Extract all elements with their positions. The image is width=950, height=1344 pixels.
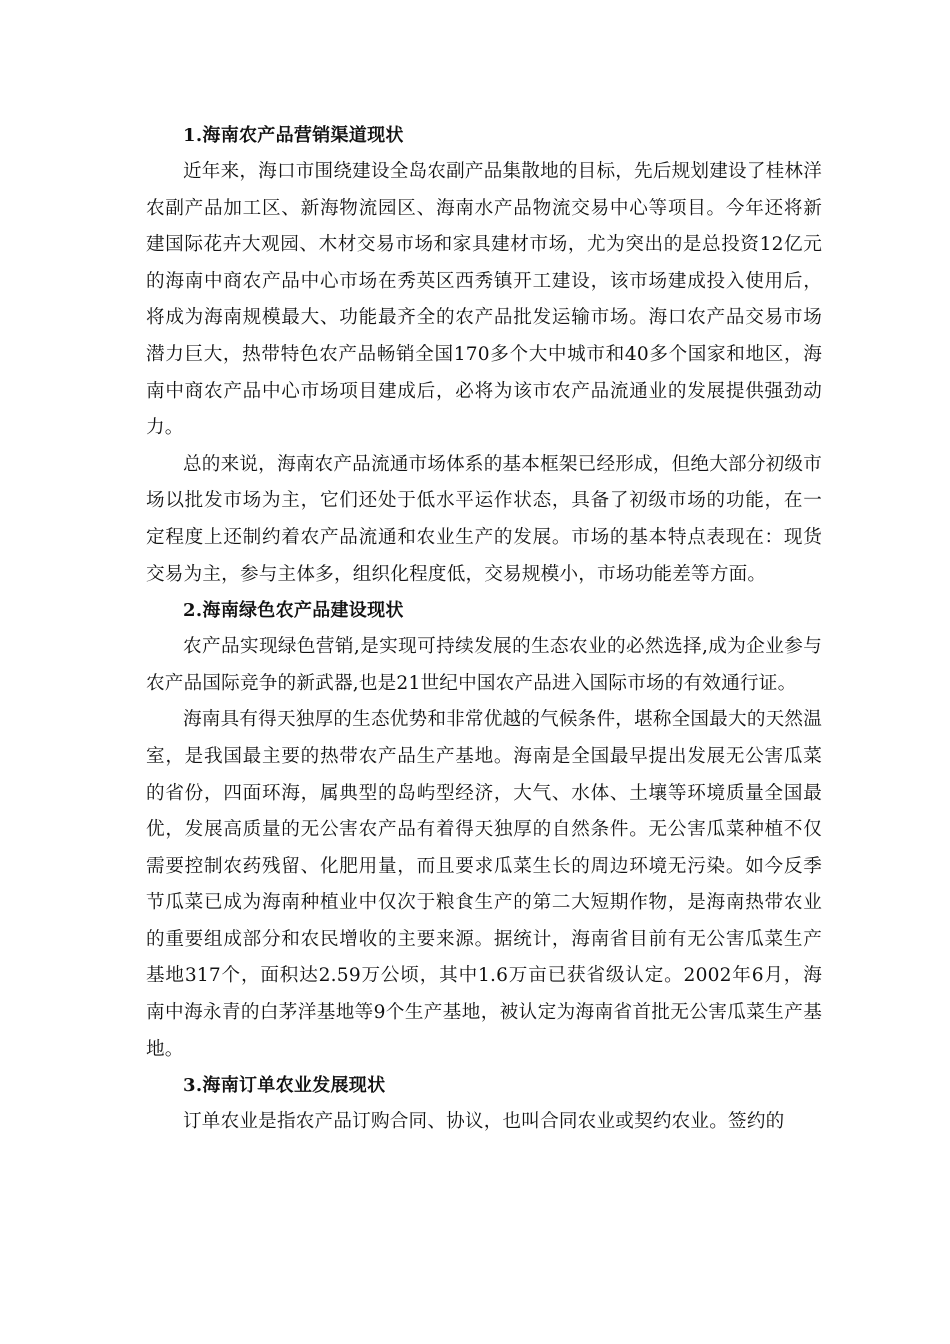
section-heading-3: 3.海南订单农业发展现状 <box>183 1075 386 1097</box>
section-heading-2: 2.海南绿色农产品建设现状 <box>183 600 404 622</box>
section-heading-1: 1.海南农产品营销渠道现状 <box>183 125 404 146</box>
section-2-paragraph-1: 农产品实现绿色营销,是实现可持续发展的生态农业的必然选择,成为企业参与农产品国际竞争的新武器,也是21世纪中国农产品进入国际市场的有效通行证。 <box>146 636 822 694</box>
section-2-paragraph-2: 海南具有得天独厚的生态优势和非常优越的气候条件，堪称全国最大的天然温室，是我国最主要的热带农产品生产基地。海南是全国最早提出发展无公害瓜菜的省份，四面环海，属典型的岛屿型经济，大气、水体、土壤等环境质量全国最优，发展高质量的无公害农产品有着得天独厚的自然条件。无公害瓜菜种植不仅需要控制农药残留、化肥用量，而且要求瓜菜生长的周边环境无污染。如今反季节瓜菜已成为海南种植业中仅次于粮食生产的第二大短期作物，是海南热带农业的重要组成部分和农民增收的主要来源。据统计，海南省目前有无公害瓜菜生产基地317个，面积达2.59万公顷，其中1.6万亩已获省级认定。2002年6月，海南中海永青的白茅洋基地等9个生产基地，被认定为海南省首批无公害瓜菜生产基地。 <box>146 709 822 1060</box>
section-3-paragraph-1: 订单农业是指农产品订购合同、协议，也叫合同农业或契约农业。签约的 <box>183 1111 785 1133</box>
section-1-paragraph-2: 总的来说，海南农产品流通市场体系的基本框架已经形成，但绝大部分初级市场以批发市场为主，它们还处于低水平运作状态，具备了初级市场的功能，在一定程度上还制约着农产品流通和农业生产的发展。市场的基本特点表现在：现货交易为主，参与主体多，组织化程度低，交易规模小，市场功能差等方面。 <box>146 453 822 585</box>
document-page <box>146 118 822 1141</box>
section-1-paragraph-1: 近年来，海口市围绕建设全岛农副产品集散地的目标，先后规划建设了桂林洋农副产品加工区、新海物流园区、海南水产品物流交易中心等项目。今年还将新建国际花卉大观园、木材交易市场和家具建材市场，尤为突出的是总投资12亿元的海南中商农产品中心市场在秀英区西秀镇开工建设，该市场建成投入使用后，将成为海南规模最大、功能最齐全的农产品批发运输市场。海口农产品交易市场潜力巨大，热带特色农产品畅销全国170多个大中城市和40多个国家和地区，海南中商农产品中心市场项目建成后，必将为该市农产品流通业的发展提供强劲动力。 <box>146 161 822 439</box>
